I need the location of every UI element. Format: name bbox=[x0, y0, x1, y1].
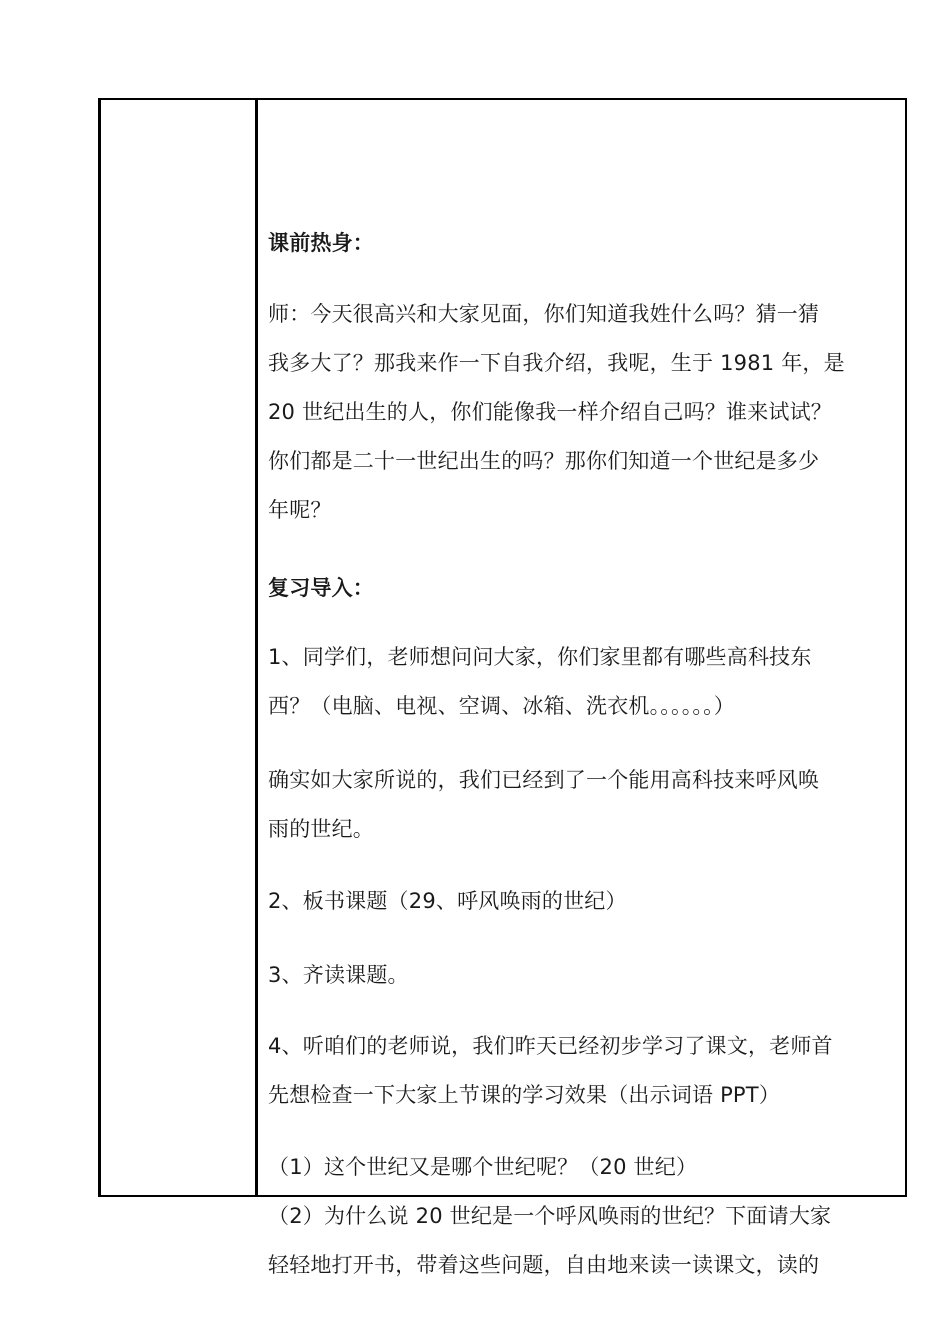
label-cell bbox=[101, 100, 258, 1195]
question-2: （2）为什么说 20 世纪是一个呼风唤雨的世纪？下面请大家 轻轻地打开书，带着这些问题，自由地来读一读课文，读的 bbox=[268, 1204, 832, 1277]
confirm-paragraph: 确实如大家所说的，我们已经到了一个能用高科技来呼风唤 雨的世纪。 bbox=[268, 768, 820, 841]
item-4: 4、听咱们的老师说，我们昨天已经初步学习了课文，老师首 先想检查一下大家上节课的学习效果（出示词语 PPT） bbox=[268, 1034, 833, 1107]
review-heading: 复习导入： bbox=[268, 576, 374, 600]
item-1: 1、同学们，老师想问问大家，你们家里都有哪些高科技东 西？（电脑、电视、空调、冰箱、洗衣机。。。。。。） bbox=[268, 645, 812, 718]
warmup-heading: 课前热身： bbox=[268, 231, 374, 255]
question-1: （1）这个世纪又是哪个世纪呢？（20 世纪） bbox=[268, 1155, 698, 1179]
content-cell bbox=[258, 100, 905, 1277]
warmup-body: 师：今天很高兴和大家见面，你们知道我姓什么吗？猜一猜 我多大了？那我来作一下自我介绍，我呢，生于 1981 年，是 20 世纪出生的人，你们能像我一样介绍自己吗？谁来试试？ 你们都是二十一世纪出生的吗？那你们知道一个世纪是多少 年呢？ bbox=[268, 302, 845, 522]
lesson-plan-table bbox=[98, 98, 907, 1277]
item-3: 3、齐读课题。 bbox=[268, 963, 409, 987]
item-2: 2、板书课题（29、呼风唤雨的世纪） bbox=[268, 889, 627, 913]
